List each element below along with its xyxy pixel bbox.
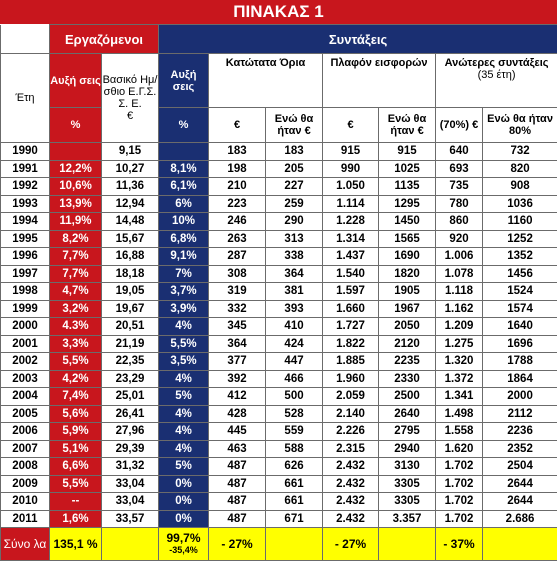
cell-increase-employees: 5,9%: [50, 423, 102, 441]
table-row: [1, 370, 557, 388]
group-header-row: [1, 25, 557, 54]
cell-contrib-ceiling: 2.432: [323, 493, 379, 511]
cell-min-limit: 319: [209, 283, 266, 301]
table-row: [1, 423, 557, 441]
cell-basic-wage: 21,19: [102, 335, 159, 353]
header-upper-pensions-note: (35 έτη): [436, 69, 557, 81]
table-row: [1, 388, 557, 406]
cell-min-limit-would: 364: [266, 265, 323, 283]
header-increases-employees: Αυξή σεις: [50, 54, 102, 108]
cell-year: 1992: [1, 178, 50, 196]
cell-basic-wage: 19,05: [102, 283, 159, 301]
table-row: [1, 475, 557, 493]
cell-year: 2005: [1, 405, 50, 423]
cell-year: 2002: [1, 353, 50, 371]
cell-contrib-ceiling-would: 2500: [379, 388, 436, 406]
cell-upper-pension-would: 732: [483, 143, 557, 161]
cell-contrib-ceiling: 1.114: [323, 195, 379, 213]
cell-year: 2008: [1, 458, 50, 476]
cell-contrib-ceiling-would: 2795: [379, 423, 436, 441]
cell-upper-pension: 1.702: [436, 458, 483, 476]
cell-upper-pension-would: 2000: [483, 388, 557, 406]
cell-contrib-ceiling: 2.432: [323, 458, 379, 476]
totals-increases-employees: 135,1 %: [50, 528, 102, 561]
cell-contrib-ceiling-would: 1450: [379, 213, 436, 231]
cell-increase-employees: 11,9%: [50, 213, 102, 231]
cell-increase-pensions: 4%: [159, 370, 209, 388]
cell-contrib-ceiling-would: 1295: [379, 195, 436, 213]
cell-contrib-ceiling: 1.437: [323, 248, 379, 266]
cell-upper-pension: 693: [436, 160, 483, 178]
cell-year: 2010: [1, 493, 50, 511]
cell-upper-pension: 640: [436, 143, 483, 161]
cell-upper-pension: 1.702: [436, 475, 483, 493]
cell-increase-pensions: 3,5%: [159, 353, 209, 371]
cell-contrib-ceiling: 915: [323, 143, 379, 161]
cell-basic-wage: 12,94: [102, 195, 159, 213]
cell-upper-pension-would: 2236: [483, 423, 557, 441]
cell-min-limit: 487: [209, 493, 266, 511]
cell-min-limit: 183: [209, 143, 266, 161]
cell-min-limit-would: 447: [266, 353, 323, 371]
cell-upper-pension-would: 2112: [483, 405, 557, 423]
cell-upper-pension-would: 1456: [483, 265, 557, 283]
table-row: [1, 265, 557, 283]
totals-pinc-main: 99,7%: [159, 532, 208, 544]
cell-increase-employees: 8,2%: [50, 230, 102, 248]
cell-min-limit: 308: [209, 265, 266, 283]
cell-increase-pensions: 4%: [159, 405, 209, 423]
cell-increase-pensions: 0%: [159, 510, 209, 528]
cell-increase-employees: 6,6%: [50, 458, 102, 476]
cell-upper-pension: 1.702: [436, 510, 483, 528]
header-contrib-ceiling: Πλαφόν εισφορών: [323, 54, 436, 108]
cell-increase-pensions: 5%: [159, 388, 209, 406]
cell-basic-wage: 16,88: [102, 248, 159, 266]
cell-min-limit-would: 313: [266, 230, 323, 248]
cell-upper-pension-would: 1788: [483, 353, 557, 371]
table-row: [1, 405, 557, 423]
cell-min-limit-would: 393: [266, 300, 323, 318]
cell-increase-pensions: 10%: [159, 213, 209, 231]
table-row: [1, 143, 557, 161]
cell-upper-pension: 1.702: [436, 493, 483, 511]
cell-upper-pension-would: 2644: [483, 475, 557, 493]
cell-basic-wage: 22,35: [102, 353, 159, 371]
cell-basic-wage: 33,04: [102, 493, 159, 511]
header-years: Έτη: [1, 54, 50, 143]
cell-contrib-ceiling-would: 3305: [379, 475, 436, 493]
cell-year: 2007: [1, 440, 50, 458]
cell-year: 1990: [1, 143, 50, 161]
cell-year: 1993: [1, 195, 50, 213]
cell-upper-pension-would: 2.686: [483, 510, 557, 528]
cell-upper-pension-would: 2644: [483, 493, 557, 511]
header-min-limits: Κατώτατα Όρια: [209, 54, 323, 108]
cell-increase-pensions: 5%: [159, 458, 209, 476]
cell-basic-wage: 23,29: [102, 370, 159, 388]
cell-min-limit-would: 338: [266, 248, 323, 266]
cell-min-limit: 392: [209, 370, 266, 388]
cell-min-limit-would: 528: [266, 405, 323, 423]
table-body: [1, 143, 557, 528]
table-row: [1, 248, 557, 266]
table-row: [1, 510, 557, 528]
cell-contrib-ceiling: 1.228: [323, 213, 379, 231]
cell-min-limit: 287: [209, 248, 266, 266]
totals-label: Σύνο λα: [1, 528, 50, 561]
subheader-upper-would: Ενώ θα ήταν 80%: [483, 108, 557, 143]
cell-increase-pensions: 5,5%: [159, 335, 209, 353]
cell-min-limit-would: 410: [266, 318, 323, 336]
cell-increase-employees: 13,9%: [50, 195, 102, 213]
cell-upper-pension: 1.162: [436, 300, 483, 318]
cell-contrib-ceiling: 1.727: [323, 318, 379, 336]
cell-upper-pension: 780: [436, 195, 483, 213]
cell-upper-pension: 860: [436, 213, 483, 231]
table-row: [1, 178, 557, 196]
cell-contrib-ceiling-would: 1025: [379, 160, 436, 178]
header-basic-wage-unit: €: [102, 110, 158, 122]
cell-upper-pension: 1.078: [436, 265, 483, 283]
cell-upper-pension-would: 820: [483, 160, 557, 178]
cell-contrib-ceiling: 2.140: [323, 405, 379, 423]
cell-increase-pensions: 3,9%: [159, 300, 209, 318]
table-row: [1, 493, 557, 511]
cell-min-limit: 210: [209, 178, 266, 196]
cell-contrib-ceiling: 2.059: [323, 388, 379, 406]
cell-increase-employees: 7,7%: [50, 248, 102, 266]
header-basic-wage: [102, 54, 159, 143]
cell-min-limit: 487: [209, 458, 266, 476]
cell-min-limit: 487: [209, 475, 266, 493]
cell-basic-wage: 29,39: [102, 440, 159, 458]
cell-upper-pension: 1.209: [436, 318, 483, 336]
table-row: [1, 335, 557, 353]
cell-upper-pension: 1.558: [436, 423, 483, 441]
cell-min-limit: 487: [209, 510, 266, 528]
cell-min-limit-would: 183: [266, 143, 323, 161]
cell-contrib-ceiling: 1.540: [323, 265, 379, 283]
cell-min-limit-would: 500: [266, 388, 323, 406]
cell-min-limit-would: 559: [266, 423, 323, 441]
cell-contrib-ceiling: 1.822: [323, 335, 379, 353]
cell-upper-pension-would: 1864: [483, 370, 557, 388]
cell-increase-pensions: 0%: [159, 475, 209, 493]
cell-contrib-ceiling-would: 1905: [379, 283, 436, 301]
cell-min-limit: 364: [209, 335, 266, 353]
cell-upper-pension: 1.275: [436, 335, 483, 353]
cell-basic-wage: 18,18: [102, 265, 159, 283]
cell-year: 1999: [1, 300, 50, 318]
cell-contrib-ceiling: 990: [323, 160, 379, 178]
cell-contrib-ceiling: 1.597: [323, 283, 379, 301]
cell-contrib-ceiling: 1.885: [323, 353, 379, 371]
table-row: [1, 230, 557, 248]
cell-upper-pension: 735: [436, 178, 483, 196]
cell-year: 1995: [1, 230, 50, 248]
cell-contrib-ceiling-would: 2330: [379, 370, 436, 388]
cell-increase-employees: 7,4%: [50, 388, 102, 406]
cell-increase-employees: 12,2%: [50, 160, 102, 178]
cell-basic-wage: 10,27: [102, 160, 159, 178]
cell-min-limit: 428: [209, 405, 266, 423]
cell-basic-wage: 15,67: [102, 230, 159, 248]
cell-increase-pensions: 4%: [159, 318, 209, 336]
cell-increase-employees: 7,7%: [50, 265, 102, 283]
cell-upper-pension: 1.498: [436, 405, 483, 423]
cell-min-limit-would: 259: [266, 195, 323, 213]
cell-contrib-ceiling: 1.660: [323, 300, 379, 318]
cell-min-limit: 332: [209, 300, 266, 318]
cell-upper-pension-would: 1252: [483, 230, 557, 248]
cell-min-limit-would: 626: [266, 458, 323, 476]
subheader-ceil-euro: €: [323, 108, 379, 143]
cell-increase-employees: 4,2%: [50, 370, 102, 388]
cell-basic-wage: 33,57: [102, 510, 159, 528]
cell-basic-wage: 20,51: [102, 318, 159, 336]
cell-contrib-ceiling: 2.315: [323, 440, 379, 458]
cell-increase-pensions: 4%: [159, 440, 209, 458]
cell-min-limit-would: 227: [266, 178, 323, 196]
subheader-upper-70: (70%) €: [436, 108, 483, 143]
cell-min-limit-would: 290: [266, 213, 323, 231]
cell-year: 2001: [1, 335, 50, 353]
cell-contrib-ceiling: 1.314: [323, 230, 379, 248]
cell-min-limit: 345: [209, 318, 266, 336]
cell-increase-employees: 5,5%: [50, 353, 102, 371]
cell-min-limit: 412: [209, 388, 266, 406]
cell-min-limit: 198: [209, 160, 266, 178]
cell-basic-wage: 26,41: [102, 405, 159, 423]
cell-min-limit-would: 424: [266, 335, 323, 353]
cell-increase-employees: 3,2%: [50, 300, 102, 318]
cell-increase-pensions: 9,1%: [159, 248, 209, 266]
cell-increase-employees: 3,3%: [50, 335, 102, 353]
cell-contrib-ceiling: 2.432: [323, 475, 379, 493]
cell-contrib-ceiling-would: 2120: [379, 335, 436, 353]
cell-contrib-ceiling: 2.432: [323, 510, 379, 528]
cell-basic-wage: 31,32: [102, 458, 159, 476]
cell-upper-pension: 920: [436, 230, 483, 248]
header-row: [1, 54, 557, 108]
cell-upper-pension: 1.320: [436, 353, 483, 371]
table-row: [1, 353, 557, 371]
cell-year: 2011: [1, 510, 50, 528]
cell-contrib-ceiling-would: 2940: [379, 440, 436, 458]
subheader-ceil-would: Ενώ θα ήταν €: [379, 108, 436, 143]
group-header-empty: [1, 25, 50, 54]
table-row: [1, 195, 557, 213]
cell-increase-employees: [50, 143, 102, 161]
totals-min: - 27%: [209, 528, 266, 561]
cell-increase-employees: 4,7%: [50, 283, 102, 301]
group-pensions: Συντάξεις: [159, 25, 557, 54]
table-row: [1, 160, 557, 178]
cell-min-limit-would: 205: [266, 160, 323, 178]
cell-min-limit: 246: [209, 213, 266, 231]
cell-increase-employees: 5,5%: [50, 475, 102, 493]
cell-increase-pensions: 6,8%: [159, 230, 209, 248]
cell-min-limit: 223: [209, 195, 266, 213]
cell-contrib-ceiling-would: 915: [379, 143, 436, 161]
cell-contrib-ceiling-would: 2235: [379, 353, 436, 371]
cell-year: 1991: [1, 160, 50, 178]
cell-increase-pensions: 6,1%: [159, 178, 209, 196]
cell-increase-employees: 10,6%: [50, 178, 102, 196]
cell-min-limit-would: 671: [266, 510, 323, 528]
cell-basic-wage: 11,36: [102, 178, 159, 196]
cell-basic-wage: 25,01: [102, 388, 159, 406]
cell-contrib-ceiling: 1.050: [323, 178, 379, 196]
cell-contrib-ceiling-would: 1565: [379, 230, 436, 248]
cell-basic-wage: 27,96: [102, 423, 159, 441]
cell-increase-pensions: 7%: [159, 265, 209, 283]
cell-basic-wage: 19,67: [102, 300, 159, 318]
cell-year: 2006: [1, 423, 50, 441]
cell-increase-employees: 5,1%: [50, 440, 102, 458]
cell-min-limit: 463: [209, 440, 266, 458]
cell-year: 1998: [1, 283, 50, 301]
cell-min-limit-would: 588: [266, 440, 323, 458]
group-employees: Εργαζόμενοι: [50, 25, 159, 54]
cell-upper-pension-would: 908: [483, 178, 557, 196]
table-row: [1, 440, 557, 458]
cell-min-limit: 377: [209, 353, 266, 371]
cell-contrib-ceiling-would: 2050: [379, 318, 436, 336]
cell-upper-pension: 1.118: [436, 283, 483, 301]
cell-year: 1994: [1, 213, 50, 231]
data-table: [0, 24, 557, 561]
cell-min-limit: 263: [209, 230, 266, 248]
cell-contrib-ceiling-would: 2640: [379, 405, 436, 423]
header-basic-wage-label: Βασικό Ημ/σθιο Ε.Γ.Σ. Σ. Ε.: [102, 74, 158, 110]
cell-upper-pension: 1.341: [436, 388, 483, 406]
cell-basic-wage: 33,04: [102, 475, 159, 493]
cell-upper-pension-would: 1574: [483, 300, 557, 318]
cell-min-limit-would: 661: [266, 475, 323, 493]
totals-ceil: - 27%: [323, 528, 379, 561]
totals-pinc-sub: -35,4%: [159, 544, 208, 556]
cell-year: 1996: [1, 248, 50, 266]
cell-upper-pension-would: 1524: [483, 283, 557, 301]
cell-increase-pensions: 4%: [159, 423, 209, 441]
cell-increase-employees: --: [50, 493, 102, 511]
table-row: [1, 300, 557, 318]
cell-increase-pensions: [159, 143, 209, 161]
cell-contrib-ceiling-would: 3130: [379, 458, 436, 476]
table-title: ΠΙΝΑΚΑΣ 1: [0, 0, 557, 24]
cell-increase-pensions: 3,7%: [159, 283, 209, 301]
cell-upper-pension: 1.372: [436, 370, 483, 388]
subheader-pct-pensions: %: [159, 108, 209, 143]
cell-year: 1997: [1, 265, 50, 283]
cell-increase-employees: 5,6%: [50, 405, 102, 423]
cell-contrib-ceiling-would: 1690: [379, 248, 436, 266]
cell-upper-pension-would: 2352: [483, 440, 557, 458]
cell-min-limit-would: 381: [266, 283, 323, 301]
cell-upper-pension: 1.620: [436, 440, 483, 458]
cell-upper-pension-would: 1036: [483, 195, 557, 213]
cell-increase-employees: 1,6%: [50, 510, 102, 528]
cell-increase-pensions: 8,1%: [159, 160, 209, 178]
cell-year: 2000: [1, 318, 50, 336]
table-row: [1, 283, 557, 301]
cell-contrib-ceiling-would: 1820: [379, 265, 436, 283]
cell-contrib-ceiling-would: 1135: [379, 178, 436, 196]
table-row: [1, 318, 557, 336]
table-row: [1, 213, 557, 231]
header-upper-pensions-label: Ανώτερες συντάξεις: [436, 57, 557, 69]
cell-contrib-ceiling-would: 1967: [379, 300, 436, 318]
cell-upper-pension-would: 1160: [483, 213, 557, 231]
cell-min-limit-would: 661: [266, 493, 323, 511]
cell-contrib-ceiling: 1.960: [323, 370, 379, 388]
cell-upper-pension: 1.006: [436, 248, 483, 266]
cell-basic-wage: 14,48: [102, 213, 159, 231]
cell-upper-pension-would: 1352: [483, 248, 557, 266]
totals-up: - 37%: [436, 528, 483, 561]
cell-min-limit-would: 466: [266, 370, 323, 388]
cell-year: 2003: [1, 370, 50, 388]
cell-increase-employees: 4.3%: [50, 318, 102, 336]
header-upper-pensions: [436, 54, 557, 108]
subheader-pct-employees: %: [50, 108, 102, 143]
cell-contrib-ceiling-would: 3305: [379, 493, 436, 511]
cell-year: 2004: [1, 388, 50, 406]
cell-upper-pension-would: 2504: [483, 458, 557, 476]
cell-basic-wage: 9,15: [102, 143, 159, 161]
cell-increase-pensions: 0%: [159, 493, 209, 511]
cell-contrib-ceiling: 2.226: [323, 423, 379, 441]
cell-upper-pension-would: 1696: [483, 335, 557, 353]
cell-upper-pension-would: 1640: [483, 318, 557, 336]
table-row: [1, 458, 557, 476]
cell-increase-pensions: 6%: [159, 195, 209, 213]
cell-min-limit: 445: [209, 423, 266, 441]
subheader-min-would: Ενώ θα ήταν €: [266, 108, 323, 143]
subheader-row: [1, 108, 557, 143]
cell-contrib-ceiling-would: 3.357: [379, 510, 436, 528]
header-increases-pensions: Αυξή σεις: [159, 54, 209, 108]
cell-year: 2009: [1, 475, 50, 493]
subheader-min-euro: €: [209, 108, 266, 143]
